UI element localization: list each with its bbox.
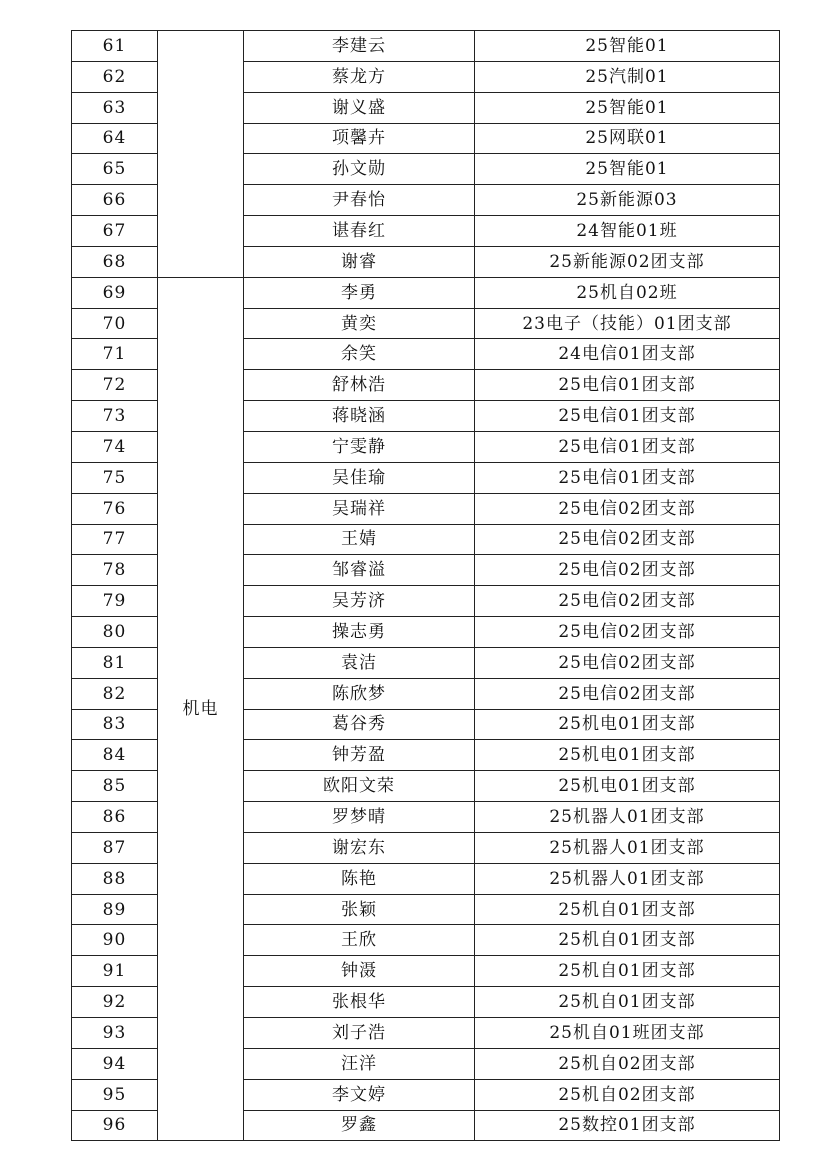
member-unit: 23电子（技能）01团支部 <box>475 308 780 339</box>
member-unit: 25机电01团支部 <box>475 709 780 740</box>
member-name: 陈欣梦 <box>244 678 475 709</box>
member-name: 欧阳文荣 <box>244 771 475 802</box>
member-name: 吴瑞祥 <box>244 493 475 524</box>
row-number: 90 <box>72 925 158 956</box>
member-name: 谢宏东 <box>244 832 475 863</box>
member-unit: 25电信01团支部 <box>475 462 780 493</box>
member-name: 项馨卉 <box>244 123 475 154</box>
member-unit: 25电信02团支部 <box>475 493 780 524</box>
member-unit: 25电信02团支部 <box>475 586 780 617</box>
member-unit: 25新能源03 <box>475 185 780 216</box>
member-name: 葛谷秀 <box>244 709 475 740</box>
row-number: 88 <box>72 863 158 894</box>
member-name: 李文婷 <box>244 1079 475 1110</box>
member-name: 刘子浩 <box>244 1018 475 1049</box>
member-unit: 25机电01团支部 <box>475 771 780 802</box>
member-name: 蒋晓涵 <box>244 401 475 432</box>
member-name: 张颖 <box>244 894 475 925</box>
member-unit: 24电信01团支部 <box>475 339 780 370</box>
member-unit: 25机自02团支部 <box>475 1048 780 1079</box>
row-number: 63 <box>72 92 158 123</box>
member-name: 汪洋 <box>244 1048 475 1079</box>
row-number: 94 <box>72 1048 158 1079</box>
member-unit: 25机器人01团支部 <box>475 863 780 894</box>
row-number: 79 <box>72 586 158 617</box>
member-name: 张根华 <box>244 987 475 1018</box>
member-unit: 25电信01团支部 <box>475 431 780 462</box>
row-number: 76 <box>72 493 158 524</box>
member-unit: 25机自01团支部 <box>475 987 780 1018</box>
member-name: 宁雯静 <box>244 431 475 462</box>
member-unit: 25机电01团支部 <box>475 740 780 771</box>
member-unit: 25机自02团支部 <box>475 1079 780 1110</box>
row-number: 87 <box>72 832 158 863</box>
member-unit: 25机自01班团支部 <box>475 1018 780 1049</box>
row-number: 62 <box>72 61 158 92</box>
member-unit: 25机自01团支部 <box>475 925 780 956</box>
row-number: 84 <box>72 740 158 771</box>
row-number: 96 <box>72 1110 158 1141</box>
table-row <box>72 277 780 308</box>
member-name: 李建云 <box>244 31 475 62</box>
member-name: 蔡龙方 <box>244 61 475 92</box>
row-number: 74 <box>72 431 158 462</box>
row-number: 73 <box>72 401 158 432</box>
member-unit: 25电信02团支部 <box>475 524 780 555</box>
row-number: 67 <box>72 216 158 247</box>
row-number: 80 <box>72 617 158 648</box>
member-name: 王欣 <box>244 925 475 956</box>
roster-table-body <box>72 31 780 1141</box>
member-unit: 25电信01团支部 <box>475 370 780 401</box>
member-unit: 25智能01 <box>475 31 780 62</box>
row-number: 75 <box>72 462 158 493</box>
member-unit: 25数控01团支部 <box>475 1110 780 1141</box>
member-name: 罗梦晴 <box>244 802 475 833</box>
member-unit: 25智能01 <box>475 92 780 123</box>
member-name: 孙文勋 <box>244 154 475 185</box>
member-name: 陈艳 <box>244 863 475 894</box>
row-number: 83 <box>72 709 158 740</box>
row-number: 64 <box>72 123 158 154</box>
member-name: 谢睿 <box>244 246 475 277</box>
member-unit: 25智能01 <box>475 154 780 185</box>
member-unit: 25新能源02团支部 <box>475 246 780 277</box>
member-name: 谢义盛 <box>244 92 475 123</box>
member-unit: 25电信01团支部 <box>475 401 780 432</box>
row-number: 91 <box>72 956 158 987</box>
row-number: 71 <box>72 339 158 370</box>
row-number: 93 <box>72 1018 158 1049</box>
member-name: 钟芳盈 <box>244 740 475 771</box>
row-number: 86 <box>72 802 158 833</box>
member-unit: 25电信02团支部 <box>475 555 780 586</box>
row-number: 69 <box>72 277 158 308</box>
row-number: 68 <box>72 246 158 277</box>
table-row <box>72 31 780 62</box>
member-name: 钟滠 <box>244 956 475 987</box>
row-number: 81 <box>72 647 158 678</box>
member-name: 舒林浩 <box>244 370 475 401</box>
row-number: 95 <box>72 1079 158 1110</box>
member-unit: 25网联01 <box>475 123 780 154</box>
department-cell: 机电 <box>158 277 244 1141</box>
row-number: 65 <box>72 154 158 185</box>
row-number: 89 <box>72 894 158 925</box>
member-unit: 25汽制01 <box>475 61 780 92</box>
member-name: 余笑 <box>244 339 475 370</box>
member-name: 尹春怡 <box>244 185 475 216</box>
member-name: 谌春红 <box>244 216 475 247</box>
member-name: 操志勇 <box>244 617 475 648</box>
member-unit: 25机自01团支部 <box>475 956 780 987</box>
row-number: 82 <box>72 678 158 709</box>
member-name: 吴佳瑜 <box>244 462 475 493</box>
row-number: 85 <box>72 771 158 802</box>
member-name: 袁洁 <box>244 647 475 678</box>
department-cell <box>158 31 244 278</box>
member-unit: 25电信02团支部 <box>475 678 780 709</box>
member-name: 王婧 <box>244 524 475 555</box>
row-number: 92 <box>72 987 158 1018</box>
member-name: 罗鑫 <box>244 1110 475 1141</box>
member-name: 李勇 <box>244 277 475 308</box>
row-number: 72 <box>72 370 158 401</box>
roster-table <box>71 30 780 1141</box>
row-number: 78 <box>72 555 158 586</box>
member-unit: 25机自01团支部 <box>475 894 780 925</box>
member-unit: 25电信02团支部 <box>475 647 780 678</box>
row-number: 77 <box>72 524 158 555</box>
member-unit: 24智能01班 <box>475 216 780 247</box>
row-number: 66 <box>72 185 158 216</box>
member-name: 吴芳济 <box>244 586 475 617</box>
row-number: 70 <box>72 308 158 339</box>
row-number: 61 <box>72 31 158 62</box>
member-unit: 25电信02团支部 <box>475 617 780 648</box>
member-unit: 25机器人01团支部 <box>475 802 780 833</box>
member-unit: 25机器人01团支部 <box>475 832 780 863</box>
member-unit: 25机自02班 <box>475 277 780 308</box>
member-name: 黄奕 <box>244 308 475 339</box>
member-name: 邹睿溢 <box>244 555 475 586</box>
